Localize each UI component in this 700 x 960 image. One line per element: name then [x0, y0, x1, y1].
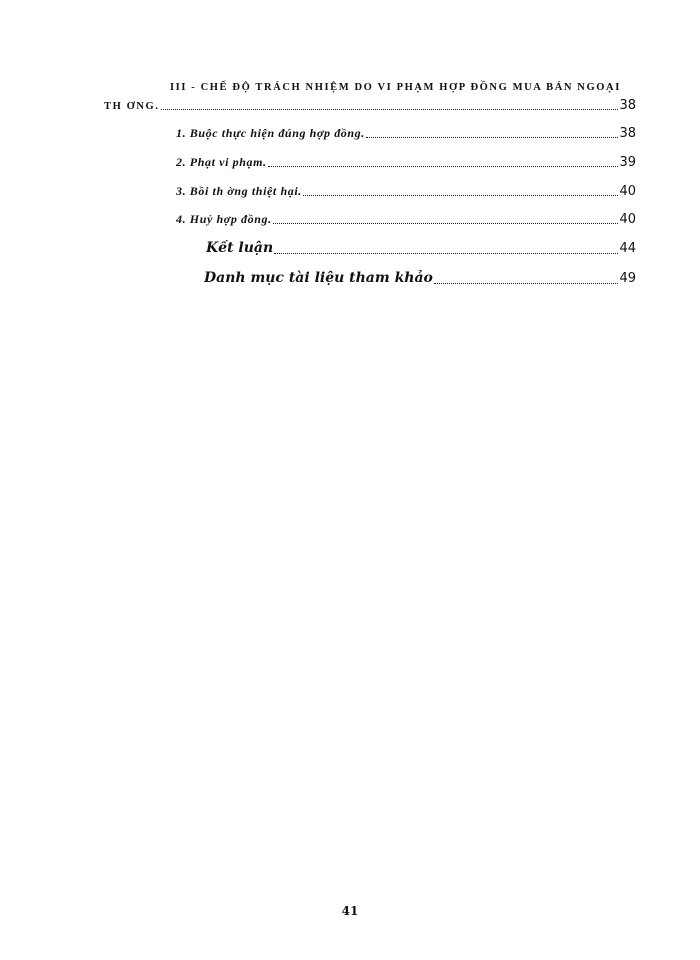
toc-entry-conclusion[interactable] — [206, 240, 636, 258]
section-heading-line2: TH ƠNG. — [104, 101, 160, 112]
conclusion-label: Kết luận — [206, 240, 274, 256]
toc-entry-label: 4. Huỷ hợp đồng. — [176, 212, 272, 226]
dot-leader — [273, 223, 619, 224]
toc-entry-page: 39 — [619, 155, 636, 170]
references-page: 49 — [619, 271, 636, 286]
references-label: Danh mục tài liệu tham khảo — [204, 270, 433, 286]
section-heading-line1: III - CHẾ ĐỘ TRÁCH NHIỆM DO VI PHẠM HỢP ĐỒNG MUA BÁN NGOẠI — [170, 82, 621, 93]
conclusion-page: 44 — [619, 241, 636, 256]
dot-leader — [303, 195, 619, 196]
toc-entry-references[interactable] — [204, 270, 636, 288]
toc-entry-2[interactable] — [176, 155, 636, 171]
toc-entry-page: 38 — [619, 126, 636, 141]
dot-leader — [274, 253, 618, 254]
toc-entry-page: 40 — [619, 184, 636, 199]
toc-entry-label: 3. Bồi th ờng thiệt hại. — [176, 184, 302, 198]
toc-entry-label: 1. Buộc thực hiện đúng hợp đồng. — [176, 126, 365, 140]
toc-entry-1[interactable] — [176, 126, 636, 142]
dot-leader — [161, 109, 619, 110]
section-page-number: 38 — [619, 98, 636, 113]
toc-entry-4[interactable] — [176, 212, 636, 228]
toc-entry-label: 2. Phạt vi phạm. — [176, 155, 267, 169]
dot-leader — [366, 137, 619, 138]
page-number: 41 — [341, 904, 359, 918]
dot-leader — [268, 166, 619, 167]
toc-entry-3[interactable] — [176, 184, 636, 200]
section-heading-entry[interactable] — [104, 98, 636, 114]
toc-entry-page: 40 — [619, 212, 636, 227]
dot-leader — [434, 283, 619, 284]
